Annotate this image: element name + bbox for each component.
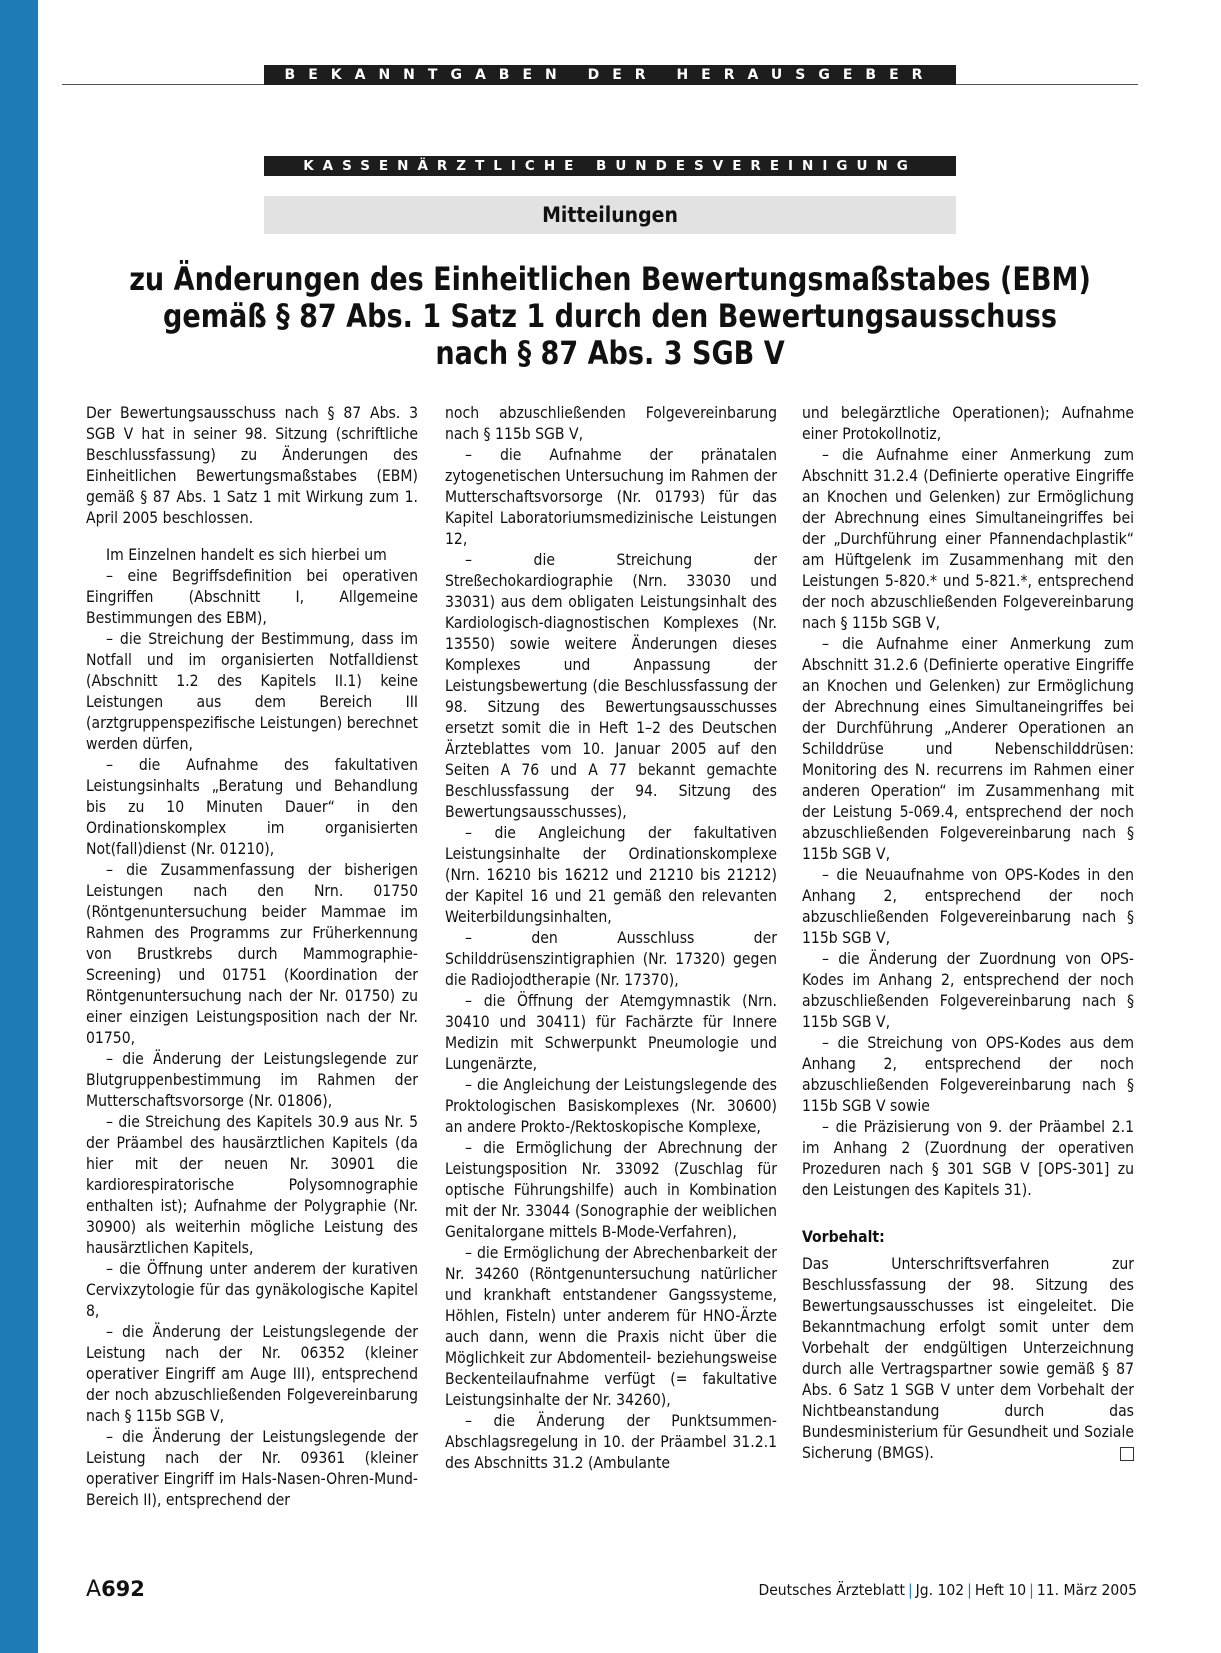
title-line-1: zu Änderungen des Einheitlichen Bewertungsmaßstabes (EBM) <box>129 260 1091 298</box>
list-item: – die Aufnahme einer Anmerkung zum Abschnitt 31.2.4 (Definierte operative Eingriffe an Knochen und Gelenken) zur Ermöglichung der Abrechnung eines Simultaneingriffes bei der „Durchführung einer Pfannendachplastik“ am Hüftgelenk im Zusammenhang mit den Leistungen 5-820.* und 5-821.*, entsprechend der noch abzuschließenden Folgevereinbarung nach § 115b SGB V, <box>802 446 1134 632</box>
separator: | <box>907 1581 913 1599</box>
list-item: – die Änderung der Punktsummen-Abschlagsregelung in 10. der Präambel 31.2.1 des Abschnitts 31.2 (Ambulante <box>445 1412 777 1472</box>
list-item: – die Präzisierung von 9. der Präambel 2.1 im Anhang 2 (Zuordnung der operativen Prozeduren nach § 301 SGB V [OPS-301] zu den Leistungen des Kapitels 31). <box>802 1118 1134 1199</box>
vorbehalt-heading: Vorbehalt: <box>802 1228 885 1246</box>
text-column-3 <box>802 403 1134 1464</box>
list-item: – die Angleichung der Leistungslegende des Proktologischen Basiskomplexes (Nr. 30600) an andere Prokto-/Rektoskopische Komplexe, <box>445 1076 777 1136</box>
list-item: – die Zusammenfassung der bisherigen Leistungen nach den Nrn. 01750 (Röntgenuntersuchung beider Mammae im Rahmen des Programms zur Früherkennung von Brustkrebs durch Mammographie-Screening) und 01751 (Koordination der Röntgenuntersuchung nach der Nr. 01750) zu einer einzigen Leistungsposition nach der Nr. 01750, <box>86 861 418 1047</box>
list-item: – die Aufnahme der pränatalen zytogenetischen Untersuchung im Rahmen der Mutterschaftsvorsorge (Nr. 01793) für das Kapitel Laboratoriumsmedizinische Leistungen 12, <box>445 446 777 548</box>
vorbehalt-body: Das Unterschriftsverfahren zur Beschlussfassung der 98. Sitzung des Bewertungsausschusses ist eingeleitet. Die Bekanntmachung erfolgt somit unter dem Vorbehalt der endgültigen Unterzeichnung durch alle Vertragspartner sowie gemäß § 87 Abs. 6 Satz 1 SGB V unter dem Vorbehalt der Nichtbeanstandung durch das Bundesministerium für Gesundheit und Soziale Sicherung (BMGS). <box>802 1255 1134 1462</box>
title-line-2: gemäß § 87 Abs. 1 Satz 1 durch den Bewertungsausschuss <box>163 297 1057 335</box>
list-item: – die Angleichung der fakultativen Leistungsinhalte der Ordinationskomplexe (Nrn. 16210 bis 16212 und 21210 bis 21212) der Kapitel 16 und 21 gemäß den relevanten Weiterbildungsinhalten, <box>445 824 777 926</box>
vorbehalt-text <box>802 1254 1134 1464</box>
journal-name: Deutsches Ärzteblatt <box>758 1581 905 1599</box>
page-number <box>86 1577 145 1602</box>
list-item: – die Aufnahme einer Anmerkung zum Abschnitt 31.2.6 (Definierte operative Eingriffe an Knochen und Gelenken) zur Ermöglichung der Abrechnung eines Simultaneingriffes bei der Durchführung „Anderer Operationen an Schilddrüse und Nebenschilddrüsen: Monitoring des N. recurrens im Rahmen einer anderen Operation“ im Zusammenhang mit der Leistung 5-069.4, entsprechend der noch abzuschließenden Folgevereinbarung nach § 115b SGB V, <box>802 635 1134 863</box>
list-item: – die Änderung der Zuordnung von OPS-Kodes im Anhang 2, entsprechend der noch abzuschließenden Folgevereinbarung nach § 115b SGB V, <box>802 950 1134 1031</box>
list-item: – die Änderung der Leistungslegende zur Blutgruppenbestimmung im Rahmen der Mutterschaftsvorsorge (Nr. 01806), <box>86 1050 418 1110</box>
list-item: – die Ermöglichung der Abrechnung der Leistungsposition Nr. 33092 (Zuschlag für optische Führungshilfe) auch in Kombination mit der Nr. 33044 (Sonographie der weiblichen Genitalorgane mittels B-Mode-Verfahren), <box>445 1139 777 1241</box>
sidebar-stripe <box>0 0 38 1653</box>
list-item: – die Neuaufnahme von OPS-Kodes in den Anhang 2, entsprechend der noch abzuschließenden Folgevereinbarung nach § 115b SGB V, <box>802 866 1134 947</box>
paragraph: Der Bewertungsausschuss nach § 87 Abs. 3 SGB V hat in seiner 98. Sitzung (schriftliche Beschlussfassung) zu Änderungen des Einheitlichen Bewertungsmaßstabes (EBM) gemäß § 87 Abs. 1 Satz 1 mit Wirkung zum 1. April 2005 beschlossen. <box>86 404 418 527</box>
journal-volume: Jg. 102 <box>915 1581 965 1599</box>
paragraph: Im Einzelnen handelt es sich hierbei um <box>106 546 387 564</box>
page-prefix: A <box>86 1577 102 1602</box>
list-item: – eine Begriffsdefinition bei operativen Eingriffen (Abschnitt I, Allgemeine Bestimmungen des EBM), <box>86 567 418 627</box>
list-item: – die Streichung der Streßechokardiographie (Nrn. 33030 und 33031) aus dem obligaten Leistungsinhalt des Kardiologisch-diagnostischen Komplexes (Nr. 13550) sowie weitere Änderungen dieses Komplexes und Anpassung der Leistungsbewertung (die Beschlussfassung der 98. Sitzung des Bewertungsausschusses ersetzt somit die in Heft 1–2 des Deutschen Ärzteblattes vom 10. Januar 2005 auf den Seiten A 76 und A 77 bekannt gemachte Beschlussfassung der 94. Sitzung des Bewertungsausschusses), <box>445 551 777 821</box>
list-item: – die Öffnung unter anderem der kurativen Cervixzytologie für das gynäkologische Kapitel 8, <box>86 1260 418 1320</box>
text-column-1 <box>86 403 418 1511</box>
section-bar: BEKANNTGABEN DER HERAUSGEBER <box>264 65 956 85</box>
separator: | <box>1029 1581 1034 1599</box>
list-item: – den Ausschluss der Schilddrüsenszintigraphien (Nr. 17320) gegen die Radiojodtherapie (Nr. 17370), <box>445 929 777 989</box>
title-line-3: nach § 87 Abs. 3 SGB V <box>435 334 785 372</box>
list-item: – die Aufnahme des fakultativen Leistungsinhalts „Beratung und Behandlung bis zu 10 Minuten Dauer“ in den Ordinationskomplex im organisierten Not(fall)dienst (Nr. 01210), <box>86 756 418 858</box>
separator: | <box>967 1581 972 1599</box>
journal-citation <box>758 1581 1137 1599</box>
page-title <box>121 261 1099 372</box>
organization-bar: KASSENÄRZTLICHE BUNDESVEREINIGUNG <box>264 156 956 176</box>
paragraph: und belegärztliche Operationen); Aufnahme einer Protokollnotiz, <box>802 404 1134 443</box>
subhead: Mitteilungen <box>264 196 956 234</box>
journal-issue: Heft 10 <box>974 1581 1027 1599</box>
list-item: – die Änderung der Leistungslegende der Leistung nach der Nr. 06352 (kleiner operativer Eingriff am Auge III), entsprechend der noch abzuschließenden Folgevereinbarung nach § 115b SGB V, <box>86 1323 418 1425</box>
list-item: – die Öffnung der Atemgymnastik (Nrn. 30410 und 30411) für Fachärzte für Innere Medizin mit Schwerpunkt Pneumologie und Lungenärzte, <box>445 992 777 1073</box>
paragraph: noch abzuschließenden Folgevereinbarung nach § 115b SGB V, <box>445 404 777 443</box>
page-number-value: 692 <box>101 1577 145 1601</box>
journal-date: 11. März 2005 <box>1036 1581 1137 1599</box>
list-item: – die Streichung des Kapitels 30.9 aus Nr. 5 der Präambel des hausärztlichen Kapitels (da hier mit der neuen Nr. 30901 die kardiorespiratorische Polysomnographie enthalten ist); Aufnahme der Polygraphie (Nr. 30900) als weiterhin mögliche Leistung des hausärztlichen Kapitels, <box>86 1113 418 1257</box>
text-column-2 <box>445 403 777 1474</box>
list-item: – die Streichung der Bestimmung, dass im Notfall und im organisierten Notfalldienst (Abschnitt 1.2 des Kapitels II.1) keine Leistungen aus dem Bereich III (arztgruppenspezifische Leistungen) berechnet werden dürfen, <box>86 630 418 753</box>
end-mark-icon <box>1120 1447 1134 1461</box>
list-item: – die Streichung von OPS-Kodes aus dem Anhang 2, entsprechend der noch abzuschließenden Folgevereinbarung nach § 115b SGB V sowie <box>802 1034 1134 1115</box>
list-item: – die Änderung der Leistungslegende der Leistung nach der Nr. 09361 (kleiner operativer Eingriff im Hals-Nasen-Ohren-Mund-Bereich II), entsprechend der <box>86 1428 418 1509</box>
list-item: – die Ermöglichung der Abrechenbarkeit der Nr. 34260 (Röntgenuntersuchung natürlicher und krankhaft entstandener Gangssysteme, Höhlen, Fisteln) unter anderem für HNO-Ärzte auch dann, wenn die Praxis nicht über die Möglichkeit zur Abdomenteil- beziehungsweise Beckenteilaufnahme verfügt (= fakultative Leistungsinhalte der Nr. 34260), <box>445 1244 777 1409</box>
